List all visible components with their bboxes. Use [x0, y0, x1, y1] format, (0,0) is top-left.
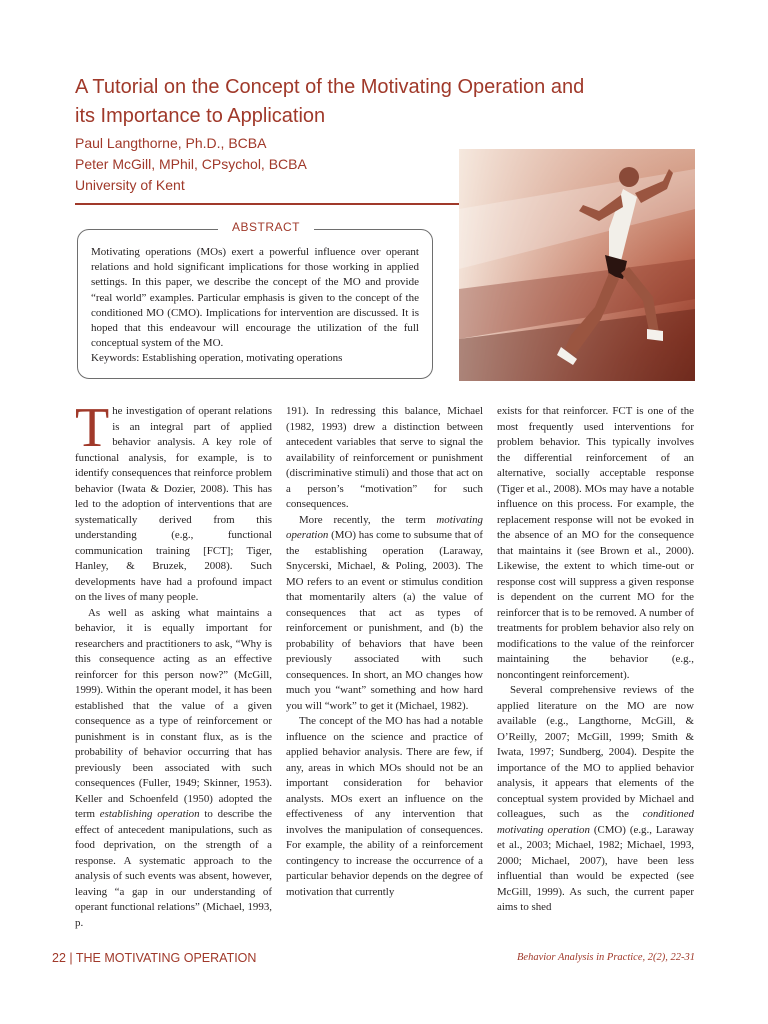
- emphasis-term: establishing operation: [99, 808, 200, 820]
- body-column-1: [75, 397, 273, 931]
- paragraph-text: More recently, the term: [299, 513, 437, 526]
- affiliation: University of Kent: [75, 177, 185, 193]
- paragraph: The concept of the MO has had a notable influence on the science and practice of applied behavior analysis. There are few, if any, areas in which MOs should not be an important consideration for behavior analysts. MOs exert an influence on the effectiveness of any intervention that involves the manipulation of consequences. For example, the ability of a reinforcement contingency to increase the occurrence of a particular behavior depends on the degree of motivation that currently: [286, 715, 483, 898]
- article-title: A Tutorial on the Concept of the Motivating Operation and its Importance to Application: [75, 76, 585, 127]
- sprinter-photo: [459, 149, 695, 381]
- drop-cap: T: [75, 397, 110, 459]
- body-column-2: [286, 404, 483, 900]
- emphasis-term: motivating operation: [286, 513, 483, 541]
- paragraph-text: to describe the effect of antecedent manipulations, such as food deprivation, on the strength of a response. A systematic approach to the analysis of such events was absent, however, leaving “a gap in our understanding of operant functional relations” (Michael, 1993, p.: [75, 808, 273, 929]
- title-rule: [75, 203, 459, 205]
- paragraph-text: (CMO) (e.g., Laraway et al., 2003; Michael, 1982; Michael, 1993, 2000; Michael, 2007), have been less influential than would be expected (see McGill, 1999). As such, the current paper aims to shed: [497, 823, 694, 913]
- paragraph: [286, 513, 483, 715]
- paragraph: exists for that reinforcer. FCT is one of the most frequently used interventions for problem behavior. This typically involves the differential reinforcement of an alternative, socially acceptable response (Tiger et al., 2008). MOs may have a notable influence on this process. For example, the replacement response will not be evoked in the absence of an MO for the consequence that maintains it (see Brown et al., 2000). Likewise, the extent to which time-out or response cost will suppress a given response is dependent on the current MO for the reinforcer that is to be removed. A number of treatments for problem behavior also rely on modifications to the value of the reinforcer maintaining the behavior (e.g., noncontingent reinforcement).: [497, 405, 694, 681]
- abstract-text: Motivating operations (MOs) exert a powerful influence over operant relations and hold significant implications for those working in applied settings. In this paper, we describe the concept of the MO and provide “real world” examples. Particular emphasis is given to the concept of the conditioned MO (CMO). Implications for intervention are discussed. It is hoped that this endeavour will encourage the utilization of the full conceptual system of the MO.: [91, 246, 419, 350]
- abstract-box: [77, 229, 433, 379]
- paragraph: [75, 397, 272, 606]
- author-line-1: Paul Langthorne, Ph.D., BCBA: [75, 135, 267, 151]
- paragraph-text: (MO) has come to subsume that of the establishing operation (Laraway, Snycerski, Michael, & Poling, 2003). The MO refers to an event or stimulus condition that momentarily alters (a) the value of consequences that act as types of reinforcement or punishment, and (b) the probability of behaviors that have been previously associated with such consequences. In short, an MO changes how much you “want” something and how hard you will “work” to get it (Michael, 1982).: [286, 529, 483, 712]
- paragraph: [497, 683, 694, 916]
- author-line-2: Peter McGill, MPhil, CPsychol, BCBA: [75, 156, 307, 172]
- abstract-keywords: Keywords: Establishing operation, motivating operations: [91, 352, 343, 365]
- journal-citation: Behavior Analysis in Practice, 2(2), 22-31: [517, 952, 695, 963]
- paragraph: [75, 606, 272, 932]
- emphasis-term: conditioned motivating operation: [497, 808, 694, 836]
- paragraph-text: Several comprehensive reviews of the applied literature on the MO are now available (e.g., Langthorne, McGill, & O’Reilly, 2007; McGill, 1999; Smith & Iwata, 1997; Sundberg, 2004). Despite the importance of the MO to applied behavior analysis, it appears that elements of the conceptual system provided by Michael and colleagues, such as the: [497, 684, 694, 820]
- page-number-label: 22 | THE MOTIVATING OPERATION: [52, 951, 257, 965]
- paragraph-text: he investigation of operant relations is an integral part of applied behavior analysis. A key role of functional analysis, for example, is to identify consequences that reinforce problem behavior (Iwata & Dozier, 2008). This has led to the adoption of interventions that are systematically derived from this understanding (e.g., functional communication training [FCT]; Tiger, Hanley, & Bruzek, 2008). Such developments have had a profound impact on the lives of many people.: [75, 405, 272, 603]
- paragraph-text: As well as asking what maintains a behavior, it is equally important for researchers and practitioners to ask, “Why is this consequence acting as an effective reinforcer for this person now?” (McGill, 1999). Within the operant model, it has been established that the value of a given consequence as a type of reinforcement or punishment is in constant flux, as is the probability of behavior occurring that has previously been associated with such consequences (Fuller, 1949; Skinner, 1953). Keller and Schoenfeld (1950) adopted the term: [75, 606, 272, 820]
- author-block: [75, 133, 307, 196]
- sprinter-illustration-icon: [459, 149, 695, 381]
- paragraph: 191). In redressing this balance, Michael (1982, 1993) drew a distinction between antecedent variables that serve to signal the availability of reinforcement or punishment (discriminative stimuli) and those that act on a person’s “motivation” for such consequences.: [286, 405, 483, 510]
- body-column-3: [497, 404, 694, 916]
- abstract-heading: ABSTRACT: [218, 220, 314, 234]
